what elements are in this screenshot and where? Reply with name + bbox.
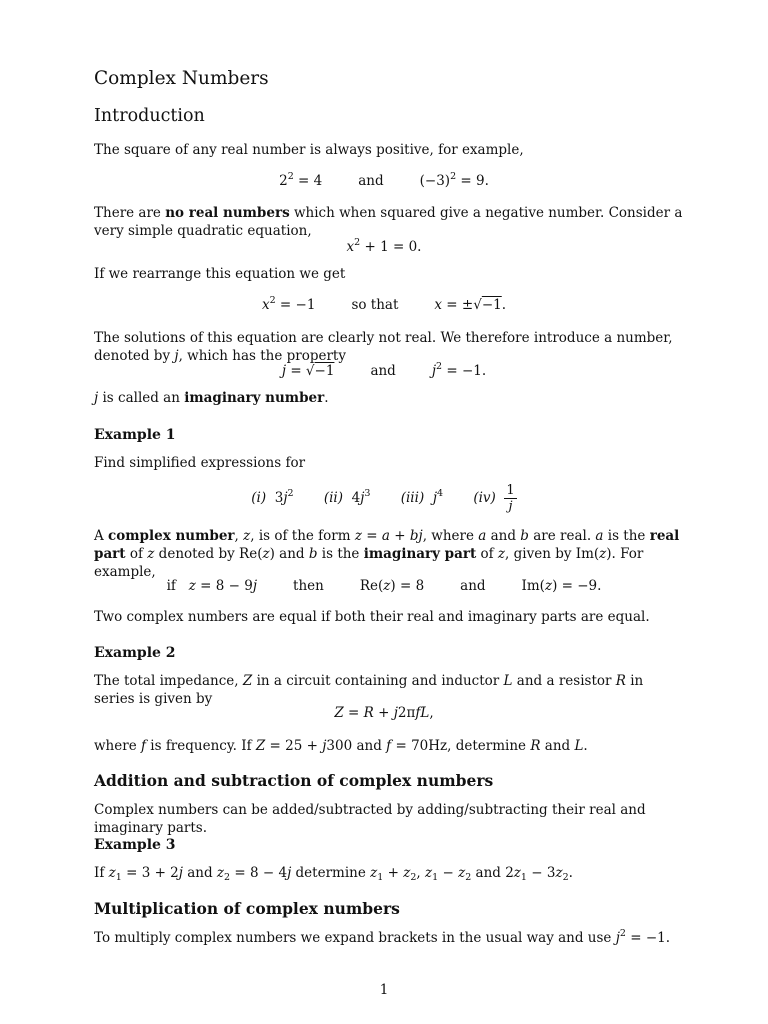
eq-and: and bbox=[358, 173, 384, 189]
equation-impedance: Z = R + j2πfL, bbox=[334, 705, 434, 721]
paragraph-rearrange: If we rearrange this equation we get bbox=[94, 266, 346, 282]
paragraph-addition: Complex numbers can be added/subtracted by adding/subtracting their real and imaginary parts. bbox=[94, 802, 646, 836]
paragraph-equality: Two complex numbers are equal if both their real and imaginary parts are equal. bbox=[94, 609, 650, 625]
page-title: Complex Numbers bbox=[94, 68, 269, 89]
paragraph-frequency: where f is frequency. If Z = 25 + j300 and f = 70Hz, determine R and L. bbox=[94, 738, 588, 754]
equation-j-definition: j = √−1 and $j^2 = -1$. bbox=[281, 361, 487, 379]
example-1-title: Example 1 bbox=[94, 427, 176, 443]
expr-iv: (iv) $\frac{1}{j}$ bbox=[473, 483, 515, 514]
paragraph-example-3: If $z_1 = 3 + 2j$ and $z_2 = 8 - 4j$ determine $z_1 + z_2$, $z_1 - z_2$ and $2z_1 - 3z_2$. bbox=[94, 865, 573, 883]
section-addition-subtraction: Addition and subtraction of complex numbers bbox=[94, 771, 494, 790]
expr-iii: (iii) $j^4$ bbox=[400, 488, 444, 506]
section-multiplication: Multiplication of complex numbers bbox=[94, 899, 400, 918]
section-introduction: Introduction bbox=[94, 106, 205, 126]
eq-and-2: and bbox=[370, 363, 396, 379]
p2-bold: no real numbers bbox=[165, 205, 290, 221]
example-3-title: Example 3 bbox=[94, 837, 176, 853]
p2-rest: which when squared give a negative number. Consider a very simple quadratic equation, bbox=[94, 205, 683, 239]
page-number: 1 bbox=[379, 982, 389, 998]
expr-i: (i) $3j^2$ bbox=[251, 488, 294, 506]
paragraph-solutions: The solutions of this equation are clearly not real. We therefore introduce a number, denoted by j, which has the property bbox=[94, 330, 673, 364]
p5-bold: imaginary number bbox=[184, 390, 325, 406]
eq-so-that: so that bbox=[351, 297, 399, 313]
equation-rearranged: $x^2 = -1$ so that x = ±√−1. bbox=[261, 295, 507, 313]
example-2-title: Example 2 bbox=[94, 645, 176, 661]
example-1-text: Find simplified expressions for bbox=[94, 455, 306, 471]
eq-square-two: $2^2 = 4$ bbox=[279, 171, 323, 189]
equation-squares bbox=[0, 172, 768, 190]
paragraph-multiplication: To multiply complex numbers we expand brackets in the usual way and use $j^2 = -1$. bbox=[94, 928, 671, 946]
intro-paragraph: The square of any real number is always positive, for example, bbox=[94, 142, 524, 158]
expr-ii: (ii) $4j^3$ bbox=[323, 488, 371, 506]
equation-quadratic: $x^2 + 1 = 0$. bbox=[346, 237, 422, 255]
p2-start: There are bbox=[94, 205, 166, 221]
paragraph-no-real-numbers bbox=[94, 204, 684, 240]
equation-example-re-im: if z = 8 − 9j then Re(z) = 8 and Im(z) = −9. bbox=[166, 578, 602, 594]
paragraph-impedance: The total impedance, Z in a circuit containing and inductor L and a resistor R in series is given by bbox=[94, 673, 644, 707]
paragraph-imaginary: j is called an imaginary number. bbox=[94, 390, 329, 406]
example-1-expressions bbox=[0, 482, 768, 514]
eq-square-neg3: $(-3)^2 = 9$. bbox=[419, 171, 489, 189]
paragraph-complex-number: A complex number, z, is of the form z = a + bj, where a and b are real. a is the real part of z denoted by Re(z) and b is the imaginary part of z, given by Im(z). For example, bbox=[94, 528, 680, 580]
